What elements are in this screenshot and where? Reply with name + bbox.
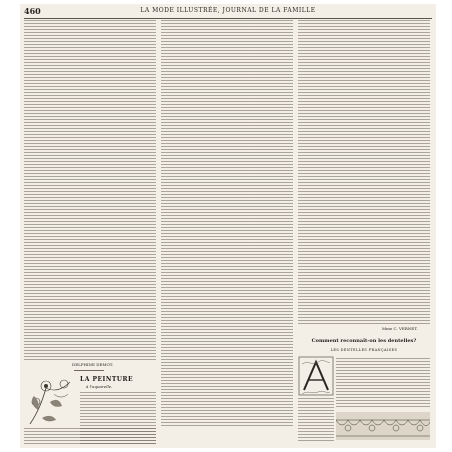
body-text-block [298, 20, 430, 324]
article-text [24, 428, 156, 444]
article-title: LA PEINTURE [80, 376, 134, 383]
section-divider [74, 370, 104, 371]
author-signature: Mme C. VERNET. [382, 326, 418, 331]
body-text-block [24, 20, 156, 360]
body-text-block [161, 20, 293, 428]
newspaper-page [20, 4, 436, 448]
page-number: 460 [24, 6, 41, 16]
article-title: Comment reconnaît-on les dentelles? [311, 338, 417, 344]
article-intro-text [336, 358, 430, 408]
author-signature: DELPHINE DEMOT. [72, 362, 114, 367]
page-header [20, 6, 436, 16]
flower-illustration [24, 372, 78, 428]
lace-illustration [336, 412, 430, 440]
article-subtitle: à l'aquarelle. [86, 384, 113, 389]
article-subtitle: LES DENTELLES FRANÇAISES [330, 348, 398, 352]
lace-initial-illustration [298, 356, 334, 396]
article-text [298, 398, 334, 442]
journal-title: LA MODE ILLUSTRÉE, JOURNAL DE LA FAMILLE [140, 7, 316, 14]
header-rule [24, 18, 432, 19]
